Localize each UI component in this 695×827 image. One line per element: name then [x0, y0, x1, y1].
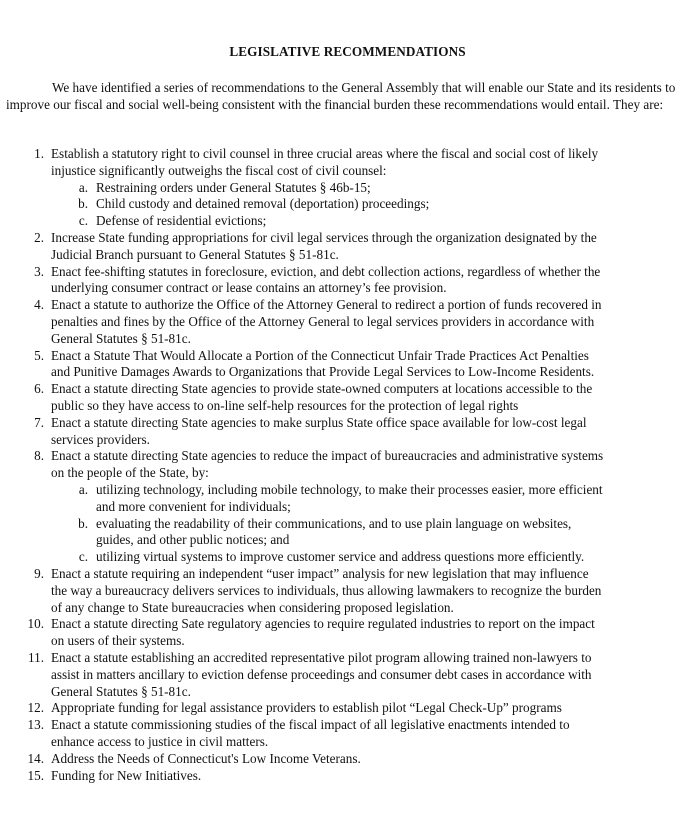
item-text-line: Establish a statutory right to civil counsel in three crucial areas where the fiscal and social cost of likely	[51, 146, 599, 161]
item-number: 15.	[27, 767, 44, 783]
item-number: 6.	[34, 381, 44, 397]
item-text-line: Judicial Branch pursuant to General Statutes § 51-81c.	[51, 246, 339, 262]
subitem-text-line: utilizing technology, including mobile technology, to make their processes easier, more efficient	[96, 482, 603, 497]
subitem-letter: c.	[78, 213, 88, 229]
subitem-letter: b.	[78, 515, 88, 531]
subitem-text-line: Restraining orders under General Statutes § 46b-15;	[96, 179, 371, 195]
item-number: 3.	[34, 263, 44, 279]
item-number: 7.	[34, 414, 44, 430]
item-number: 12.	[27, 700, 44, 716]
item-number: 4.	[34, 297, 44, 313]
item-text-line: Enact a statute directing State agencies to provide state-owned computers at locations accessible to the	[51, 381, 593, 397]
item-text-line: Address the Needs of Connecticut's Low Income Veterans.	[51, 750, 361, 766]
item-text-line: on the people of the State, by:	[51, 465, 209, 481]
item-number: 9.	[34, 566, 44, 581]
item-text-line: injustice significantly outweighs the fiscal cost of civil counsel:	[51, 162, 387, 178]
item-text-line: Enact a statute establishing an accredited representative pilot program allowing trained non-lawyers to	[51, 650, 592, 665]
subitem-text-line: utilizing virtual systems to improve customer service and address questions more efficiently.	[96, 549, 585, 565]
item-text-line: penalties and fines by the Office of the Attorney General to legal services providers in accordance with	[51, 314, 595, 329]
item-number: 8.	[34, 448, 44, 464]
item-text-line: enhance access to justice in civil matters.	[51, 734, 269, 749]
subitem-letter: c.	[78, 549, 88, 565]
item-text-line: on users of their systems.	[51, 633, 185, 649]
item-text-line: public so they have access to on-line self-help resources for the protection of legal rights	[51, 398, 519, 413]
item-text-line: Funding for New Initiatives.	[51, 767, 202, 783]
item-text-line: and Punitive Damages Awards to Organizations that Provide Legal Services to Low-Income Residents.	[51, 364, 595, 380]
item-text-line: Enact a statute directing State agencies to reduce the impact of bureaucracies and administrative systems	[51, 448, 604, 464]
item-text-line: Enact a Statute That Would Allocate a Portion of the Connecticut Unfair Trade Practices Act Penalties	[51, 347, 589, 363]
item-text-line: Enact a statute requiring an independent “user impact” analysis for new legislation that may influence	[51, 566, 589, 581]
item-text-line: Enact a statute to authorize the Office of the Attorney General to redirect a portion of funds recovered in	[51, 297, 602, 313]
subitem-text-line: and more convenient for individuals;	[96, 498, 291, 514]
subitem-letter: a.	[78, 179, 88, 195]
item-text-line: Enact a statute commissioning studies of the fiscal impact of all legislative enactments intended to	[51, 717, 570, 733]
item-text-line: the way a bureaucracy delivers services to individuals, thus allowing lawmakers to recognize the burden	[51, 582, 602, 598]
subitem-text-line: Defense of residential evictions;	[96, 213, 267, 229]
item-number: 11.	[28, 650, 44, 665]
item-number: 2.	[34, 230, 44, 245]
page-title: LEGISLATIVE RECOMMENDATIONS	[229, 44, 466, 59]
subitem-text-line: guides, and other public notices; and	[96, 532, 290, 548]
item-number: 10.	[27, 616, 44, 632]
subitem-text-line: evaluating the readability of their communications, and to use plain language on websites,	[96, 515, 572, 531]
subitem-text-line: Child custody and detained removal (deportation) proceedings;	[96, 196, 430, 212]
subitem-letter: a.	[78, 482, 88, 497]
item-text-line: services providers.	[51, 431, 150, 447]
item-text-line: underlying consumer contract or lease contains an attorney’s fee provision.	[51, 280, 447, 296]
item-number: 1.	[34, 146, 44, 161]
item-text-line: General Statutes § 51-81c.	[51, 330, 191, 346]
item-text-line: Enact a statute directing State agencies to make surplus State office space available for low-cost legal	[51, 414, 587, 430]
item-text-line: General Statutes § 51-81c.	[51, 683, 191, 699]
subitem-letter: b.	[78, 196, 88, 212]
item-number: 13.	[27, 717, 44, 733]
item-text-line: Increase State funding appropriations for civil legal services through the organization designated by the	[51, 230, 597, 245]
item-text-line: Appropriate funding for legal assistance providers to establish pilot “Legal Check-Up” programs	[51, 700, 562, 716]
item-text-line: Enact a statute directing Sate regulatory agencies to require regulated industries to report on the impact	[51, 616, 595, 632]
item-text-line: assist in matters ancillary to eviction defense proceedings and consumer debt cases in accordance with	[51, 666, 592, 682]
intro-paragraph: We have identified a series of recommendations to the General Assembly that will enable our State and its residents to improve our fiscal and social well-being consistent with the financial burden these recommendations would entail. They are:	[6, 80, 676, 112]
item-number: 14.	[27, 750, 44, 766]
item-number: 5.	[34, 347, 44, 363]
item-text-line: Enact fee-shifting statutes in foreclosure, eviction, and debt collection actions, regardless of whether the	[51, 263, 601, 279]
item-text-line: of any change to State bureaucracies when considering proposed legislation.	[51, 599, 454, 615]
